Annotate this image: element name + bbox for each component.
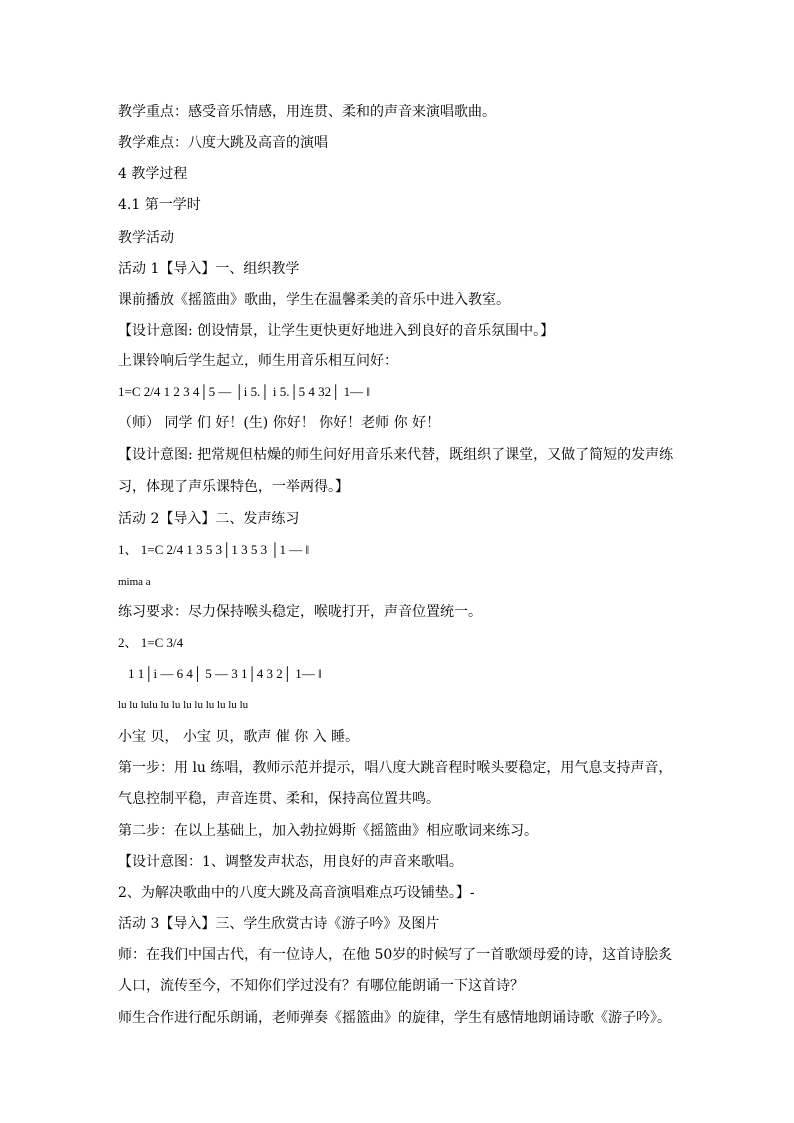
- design-intent: 【设计意图：1、调整发声状态，用良好的声音来歌唱。: [118, 854, 463, 870]
- music-notation: 1=C 2/4 1 2 3 4│5 — │i 5.│ i 5.│5 4 32│ 1— ‖: [118, 384, 371, 399]
- teaching-focus: 教学重点：感受音乐情感，用连贯、柔和的声音来演唱歌曲。: [118, 104, 496, 120]
- teaching-difficulty: 教学难点：八度大跳及高音的演唱: [118, 135, 328, 151]
- music-key-signature: 2、 1=C 3/4: [118, 635, 184, 650]
- paragraph: 课前播放《摇篮曲》歌曲，学生在温馨柔美的音乐中进入教室。: [118, 292, 510, 308]
- activity-1-heading: 活动 1【导入】一、组织教学: [118, 261, 300, 277]
- teaching-activities-heading: 教学活动: [118, 230, 174, 246]
- practice-requirements: 练习要求：尽力保持喉头稳定，喉咙打开，声音位置统一。: [118, 604, 482, 620]
- step-one-continued: 气息控制平稳，声音连贯、柔和，保持高位置共鸣。: [118, 791, 440, 807]
- activity-2-heading: 活动 2【导入】二、发声练习: [118, 511, 300, 527]
- teacher-speech: 师：在我们中国古代，有一位诗人，在他 50岁的时候写了一首歌颂母爱的诗，这首诗脍炙: [118, 947, 673, 963]
- paragraph: 师生合作进行配乐朗诵，老师弹奏《摇篮曲》的旋律，学生有感情地朗诵诗歌《游子吟》。: [118, 1010, 671, 1026]
- paragraph: 上课铃响后学生起立，师生用音乐相互问好：: [118, 353, 398, 369]
- teacher-speech-continued: 人口，流传至今，不知你们学过没有？有哪位能朗诵一下这首诗？: [118, 978, 524, 994]
- design-intent-continued: 2、为解决歌曲中的八度大跳及高音演唱难点巧设铺垫。】-: [118, 885, 475, 901]
- section-heading-teaching-process: 4 教学过程: [118, 166, 188, 182]
- design-intent: 【设计意图: 创设情景，让学生更快更好地进入到良好的音乐氛围中。】: [118, 323, 555, 339]
- syllables: mima a: [118, 576, 151, 588]
- subsection-heading-first-lesson: 4.1 第一学时: [118, 197, 201, 213]
- greeting-lyrics: （师） 同学 们 好！(生) 你好！ 你好！老师 你 好！: [118, 415, 441, 431]
- activity-3-heading: 活动 3【导入】三、学生欣赏古诗《游子吟》及图片: [118, 916, 440, 932]
- step-two: 第二步：在以上基础上，加入勃拉姆斯《摇篮曲》相应歌词来练习。: [118, 823, 538, 839]
- design-intent: 【设计意图: 把常规但枯燥的师生问好用音乐来代替，既组织了课堂，又做了简短的发声练: [118, 447, 674, 463]
- music-notation: 1 1│i — 6 4│ 5 — 3 1│4 3 2│ 1— ‖: [128, 666, 322, 681]
- step-one: 第一步：用 lu 练唱，教师示范并提示，唱八度大跳音程时喉头要稳定，用气息支持声音，: [118, 760, 673, 776]
- music-notation: 1、 1=C 2/4 1 3 5 3│1 3 5 3 │1 — ‖: [118, 542, 310, 557]
- lullaby-lyrics: 小宝 贝， 小宝 贝，歌声 催 你 入 睡。: [118, 729, 360, 745]
- syllables: lu lu lulu lu lu lu lu lu lu lu lu: [118, 699, 249, 711]
- design-intent-continued: 习，体现了声乐课特色，一举两得。】: [118, 479, 349, 495]
